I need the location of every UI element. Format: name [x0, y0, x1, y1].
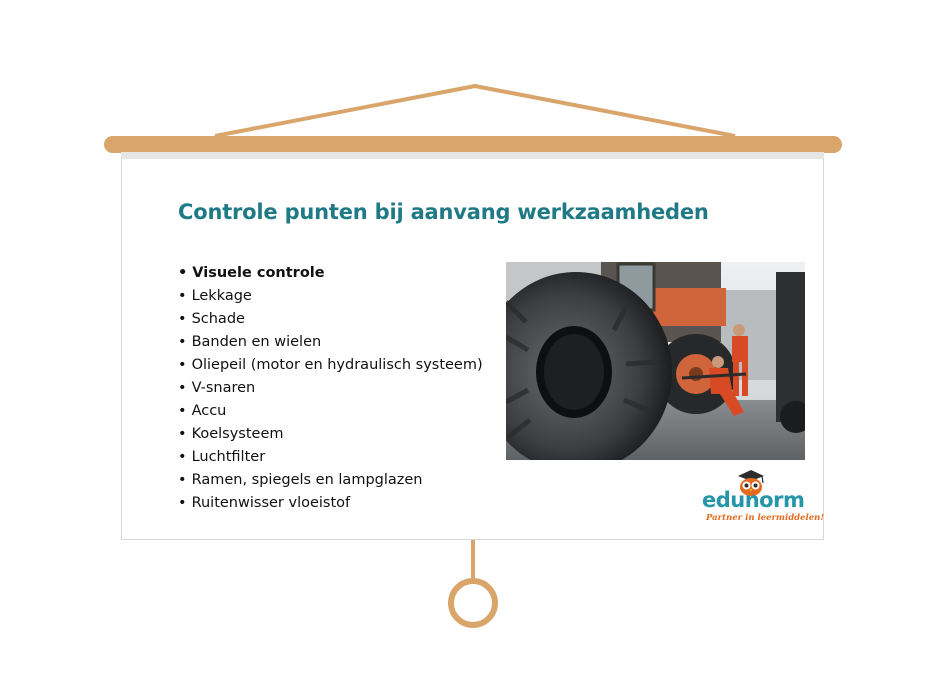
- logo-edu: edu: [702, 488, 745, 512]
- logo-tagline: Partner in leermiddelen!: [706, 513, 825, 523]
- list-item-text: Luchtfilter: [191, 449, 266, 465]
- logo-norm: norm: [744, 488, 805, 512]
- list-item-text: Oliepeil (motor en hydraulisch systeem): [191, 357, 483, 373]
- list-item-text: Ruitenwisser vloeistof: [191, 495, 351, 511]
- bullet-marker: •: [178, 426, 187, 442]
- list-item: [178, 492, 483, 515]
- bullet-marker: •: [178, 288, 187, 304]
- photo-illustration: [506, 262, 805, 460]
- list-item: [178, 262, 483, 285]
- bullet-marker: •: [178, 449, 187, 465]
- list-item-text: V-snaren: [191, 380, 256, 396]
- slide-title: Controle punten bij aanvang werkzaamheden: [178, 200, 709, 224]
- list-item: [178, 308, 483, 331]
- bullet-marker: •: [178, 334, 187, 350]
- bullet-marker: •: [178, 495, 187, 511]
- bullet-marker: •: [178, 357, 187, 373]
- list-item-text: Lekkage: [191, 288, 252, 304]
- list-item: [178, 377, 483, 400]
- list-item-text: Accu: [191, 403, 227, 419]
- bullet-marker: •: [178, 403, 187, 419]
- pull-ring: [451, 581, 495, 625]
- list-item-text: Ramen, spiegels en lampglazen: [191, 472, 423, 488]
- list-item: [178, 400, 483, 423]
- tire-inspection-photo: [506, 262, 805, 460]
- list-item-text: Koelsysteem: [191, 426, 284, 442]
- list-item: [178, 423, 483, 446]
- edunorm-logo: [698, 470, 825, 530]
- bullet-marker: •: [178, 472, 187, 488]
- screen-rod: [104, 136, 842, 153]
- bullet-marker: •: [178, 311, 187, 327]
- hanger-string: [215, 86, 735, 136]
- bullet-marker: •: [178, 265, 188, 281]
- logo-wordmark: [702, 488, 804, 512]
- list-item: [178, 354, 483, 377]
- list-item: [178, 446, 483, 469]
- list-item-text: Banden en wielen: [191, 334, 322, 350]
- checklist: [178, 262, 483, 515]
- list-item-text: Visuele controle: [192, 265, 325, 281]
- bullet-marker: •: [178, 380, 187, 396]
- list-item-text: Schade: [191, 311, 245, 327]
- screen-top-shadow: [121, 152, 824, 159]
- list-item: [178, 469, 483, 492]
- list-item: [178, 331, 483, 354]
- list-item: [178, 285, 483, 308]
